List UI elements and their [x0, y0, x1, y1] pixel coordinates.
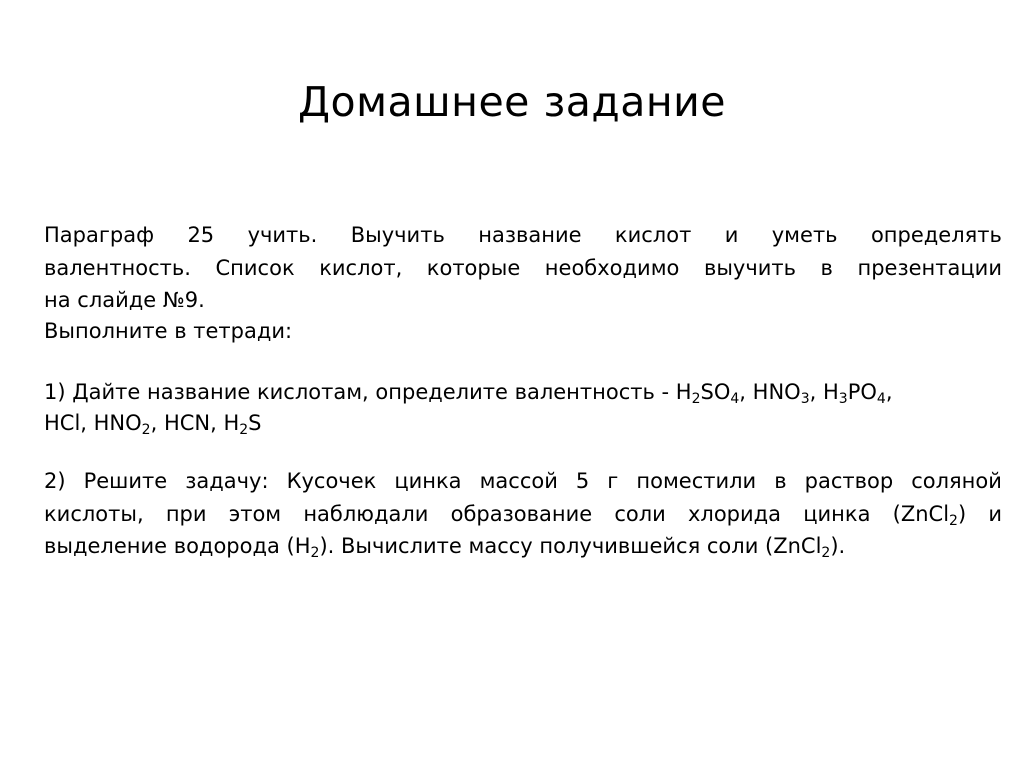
subscript: 4 — [730, 391, 740, 407]
word: массой — [479, 469, 558, 493]
formula-part: (ZnCl — [892, 502, 950, 526]
word: кислоты, — [44, 502, 144, 526]
formula-part: , HCN, H — [150, 411, 240, 435]
word: Кусочек — [286, 469, 377, 493]
word: наблюдали — [303, 502, 429, 526]
task2-line3 — [44, 531, 1002, 564]
task1-prefix: 1) Дайте название кислотам, определите валентность - — [44, 380, 676, 404]
subscript: 2 — [141, 422, 151, 438]
formula-part: HCl, HNO — [44, 411, 142, 435]
separator: , — [809, 380, 817, 404]
subscript: 4 — [876, 391, 886, 407]
separator: , — [739, 380, 746, 404]
word: г — [607, 469, 619, 493]
subscript: 3 — [800, 391, 810, 407]
word: Список — [215, 256, 295, 280]
separator: , — [885, 380, 893, 404]
subscript: 2 — [821, 545, 831, 561]
slide-title: Домашнее задание — [297, 78, 727, 126]
word: и — [988, 502, 1002, 526]
word: цинка — [394, 469, 462, 493]
subscript: 2 — [310, 545, 320, 561]
formula-part: H — [675, 380, 692, 404]
word: Параграф — [44, 223, 155, 247]
word: презентации — [857, 256, 1002, 280]
formula-part: PO — [847, 380, 877, 404]
formula-part: SO — [700, 380, 731, 404]
task1-line1 — [44, 377, 1002, 410]
word: Выучить — [350, 223, 445, 247]
formula-part: H — [823, 380, 839, 404]
formula-part: ) — [957, 502, 967, 526]
paragraph1-line3: на слайде №9. — [44, 288, 205, 312]
word: 5 — [575, 469, 590, 493]
word: в — [774, 469, 787, 493]
formula-part: S — [248, 411, 262, 435]
word: в — [820, 256, 833, 280]
formula-h2so4 — [675, 380, 746, 407]
task2-line2 — [44, 499, 1002, 532]
word: соли — [614, 502, 666, 526]
subscript: 2 — [691, 391, 701, 407]
formula-hno3 — [752, 380, 817, 407]
subscript: 2 — [239, 422, 249, 438]
word: валентность. — [44, 256, 191, 280]
word: кислот — [614, 223, 692, 247]
formula-h3po4 — [823, 380, 893, 407]
word: которые — [426, 256, 521, 280]
word: образование — [450, 502, 593, 526]
formula-part: HNO — [752, 380, 801, 404]
word: и — [724, 223, 739, 247]
word: хлорида — [687, 502, 782, 526]
formula-zncl2 — [893, 499, 967, 532]
word: при — [165, 502, 207, 526]
word: соляной — [911, 469, 1002, 493]
paragraph1-line1 — [44, 220, 1002, 250]
word: этом — [228, 502, 282, 526]
text-part: ). — [830, 534, 846, 558]
word: учить. — [247, 223, 318, 247]
word: выучить — [703, 256, 796, 280]
word: кислот, — [319, 256, 403, 280]
paragraph1-line2 — [44, 253, 1002, 283]
word: Решите — [83, 469, 168, 493]
word: 2) — [44, 469, 66, 493]
subscript: 2 — [949, 513, 958, 529]
word: цинка — [803, 502, 871, 526]
task1-line2 — [44, 408, 1002, 441]
word: 25 — [187, 223, 215, 247]
subscript: 3 — [838, 391, 848, 407]
word: задачу: — [185, 469, 269, 493]
word: определять — [870, 223, 1002, 247]
word: необходимо — [544, 256, 680, 280]
task2-line1 — [44, 466, 1002, 496]
paragraph1-line4: Выполните в тетради: — [44, 319, 293, 343]
text-part: ). Вычислите массу получившейся соли (ZnCl — [319, 534, 822, 558]
word: уметь — [771, 223, 838, 247]
text-part: выделение водорода (H — [44, 534, 311, 558]
word: название — [478, 223, 582, 247]
word: поместили — [636, 469, 757, 493]
word: раствор — [804, 469, 894, 493]
